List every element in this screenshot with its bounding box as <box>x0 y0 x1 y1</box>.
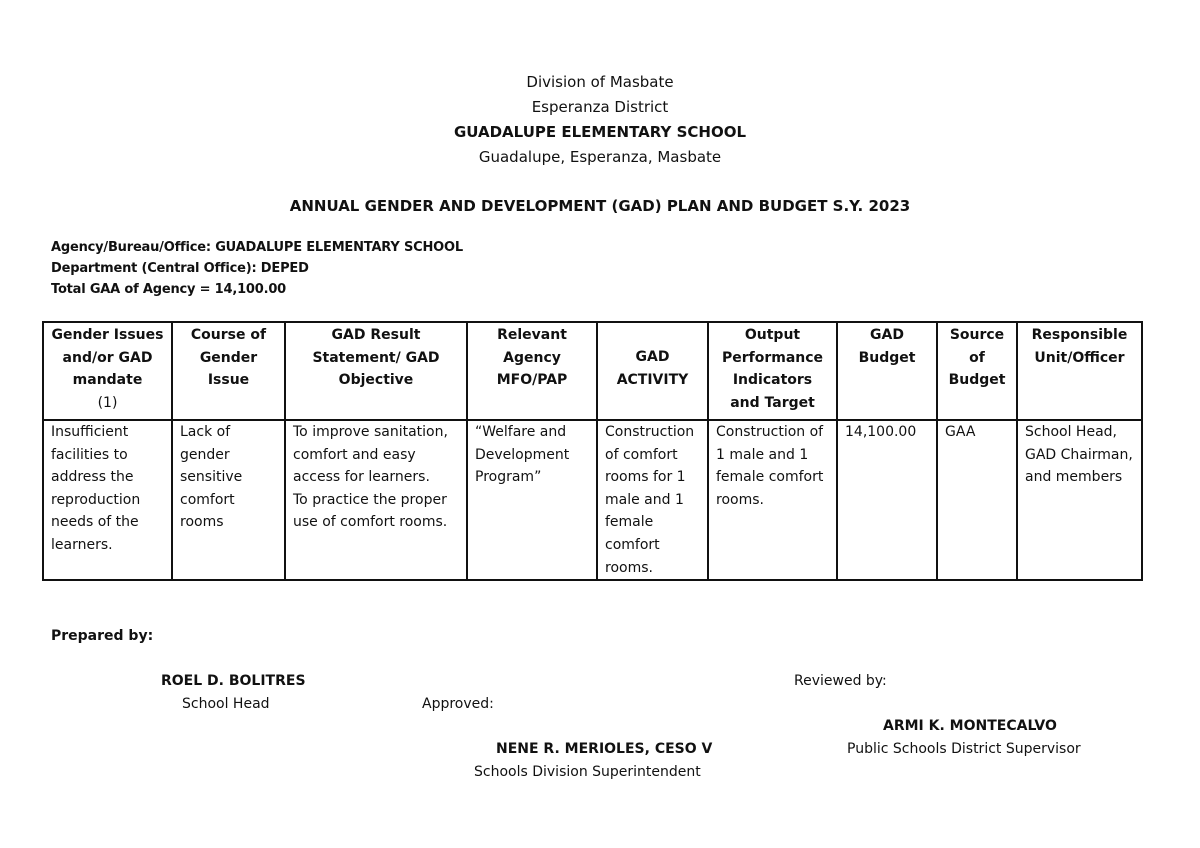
approved-name: NENE R. MERIOLES, CESO V <box>496 741 713 757</box>
reviewed-by-title: Public Schools District Supervisor <box>847 741 1081 757</box>
col-header-gad-activity-label: GAD ACTIVITY <box>616 349 689 388</box>
division-line: Division of Masbate <box>526 73 674 91</box>
col-header-mfo-pap: Relevant Agency MFO/PAP <box>467 322 597 420</box>
objective-2: To practice the proper use of comfort rooms. <box>293 491 448 531</box>
district-line: Esperanza District <box>531 98 669 116</box>
total-gaa-line: Total GAA of Agency = 14,100.00 <box>51 282 287 297</box>
col-header-course: Course of Gender Issue <box>172 322 285 420</box>
school-name: GUADALUPE ELEMENTARY SCHOOL <box>453 123 747 141</box>
col-header-gad-budget: GAD Budget <box>837 322 937 420</box>
col-header-responsible: Responsible Unit/Officer <box>1017 322 1142 420</box>
col-header-output-indicators: Output Performance Indicators and Target <box>708 322 837 420</box>
department-line: Department (Central Office): DEPED <box>51 261 309 276</box>
document-title: ANNUAL GENDER AND DEVELOPMENT (GAD) PLAN AND BUDGET S.Y. 2023 <box>289 197 911 215</box>
cell-source-budget: GAA <box>937 420 1017 580</box>
objective-1: To improve sanitation, comfort and easy access for learners. <box>293 424 448 486</box>
prepared-by-name: ROEL D. BOLITRES <box>161 673 306 689</box>
cell-gad-budget: 14,100.00 <box>837 420 937 580</box>
school-address: Guadalupe, Esperanza, Masbate <box>478 148 722 166</box>
gad-plan-table <box>42 321 1143 581</box>
prepared-by-label: Prepared by: <box>51 628 154 644</box>
reviewed-by-label: Reviewed by: <box>794 673 887 689</box>
col-header-result-statement: GAD Result Statement/ GAD Objective <box>285 322 467 420</box>
cell-output-indicators: Construction of 1 male and 1 female comfort rooms. <box>708 420 837 580</box>
cell-gad-activity: Construction of comfort rooms for 1 male and 1 female comfort rooms. <box>597 420 708 580</box>
cell-course: Lack of gender sensitive comfort rooms <box>172 420 285 580</box>
col-header-source-budget: Source of Budget <box>937 322 1017 420</box>
table-header-row <box>43 322 1142 420</box>
cell-gender-issue: Insufficient facilities to address the reproduction needs of the learners. <box>43 420 172 580</box>
cell-mfo-pap: “Welfare and Development Program” <box>467 420 597 580</box>
approved-title: Schools Division Superintendent <box>474 764 701 780</box>
prepared-by-title: School Head <box>182 696 270 712</box>
reviewed-by-name: ARMI K. MONTECALVO <box>883 718 1057 734</box>
col-header-gender-issues <box>43 322 172 420</box>
col-header-number: (1) <box>97 394 118 411</box>
agency-line: Agency/Bureau/Office: GUADALUPE ELEMENTARY SCHOOL <box>51 240 463 255</box>
approved-label: Approved: <box>422 696 494 712</box>
col-header-gad-activity <box>597 322 708 420</box>
table-row <box>43 420 1142 580</box>
col-header-gender-issues-label: Gender Issues and/or GAD mandate <box>51 327 164 389</box>
cell-responsible: School Head, GAD Chairman, and members <box>1017 420 1142 580</box>
cell-result-statement <box>285 420 467 580</box>
